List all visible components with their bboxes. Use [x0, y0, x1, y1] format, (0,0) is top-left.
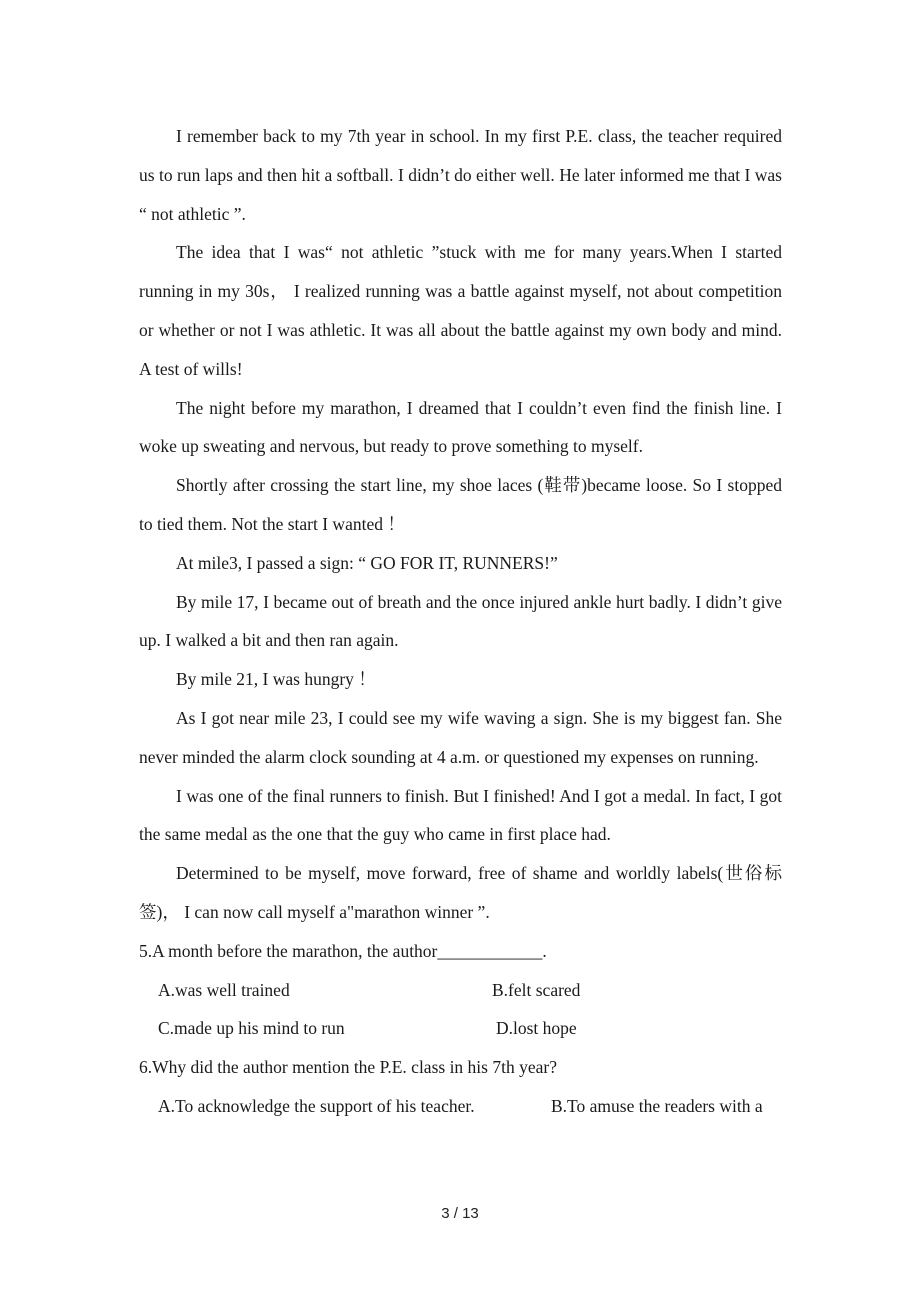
passage-paragraph: By mile 21, I was hungry ！	[176, 669, 376, 690]
question-5-options-row-1	[139, 971, 782, 1010]
passage-paragraph: As I got near mile 23, I could see my wife waving a sign. She is my biggest fan. She never minded the alarm clock sounding at 4 a.m. or questioned my expenses on running.	[139, 707, 782, 767]
passage-paragraph: By mile 17, I became out of breath and the once injured ankle hurt badly. I didn’t give up. I walked a bit and then ran again.	[139, 591, 782, 651]
question-5-options-row-2	[139, 1009, 782, 1048]
question-5-option-d: D.lost hope	[496, 1018, 577, 1039]
passage-paragraph: The night before my marathon, I dreamed that I couldn’t even find the finish line. I woke up sweating and nervous, but ready to prove something to myself.	[139, 397, 782, 457]
passage-paragraph: I remember back to my 7th year in school. In my first P.E. class, the teacher required us to run laps and then hit a softball. I didn’t do either well. He later informed me that I was “ not athletic ”.	[139, 126, 782, 224]
question-6-option-b: B.To amuse the readers with a	[551, 1095, 763, 1116]
passage-paragraph: At mile3, I passed a sign: “ GO FOR IT, RUNNERS!”	[176, 552, 558, 573]
question-6-options-row-1	[139, 1087, 782, 1126]
question-6-option-a: A.To acknowledge the support of his teacher.	[158, 1095, 475, 1116]
passage-paragraph: I was one of the final runners to finish. But I finished! And I got a medal. In fact, I got the same medal as the one that the guy who came in first place had.	[139, 785, 782, 845]
question-5-option-b: B.felt scared	[492, 979, 581, 1000]
question-6-stem: 6.Why did the author mention the P.E. class in his 7th year?	[139, 1057, 557, 1078]
question-5-option-c: C.made up his mind to run	[158, 1018, 345, 1039]
passage-paragraph: Shortly after crossing the start line, my shoe laces (鞋带)became loose. So I stopped to tied them. Not the start I wanted ！	[139, 475, 782, 534]
page-content	[139, 117, 782, 1126]
question-5-option-a: A.was well trained	[158, 979, 290, 1000]
passage-paragraph: Determined to be myself, move forward, free of shame and worldly labels(世俗标签)， I can now call myself a"marathon winner ”.	[139, 863, 782, 922]
question-5-stem: 5.A month before the marathon, the author____________.	[139, 940, 547, 961]
passage-paragraph: The idea that I was“ not athletic ”stuck with me for many years.When I started running in my 30s， I realized running was a battle against myself, not about competition or whether or not I was athletic. It was all about the battle against my own body and mind. A test of wills!	[139, 242, 782, 379]
page-number: 3 / 13	[441, 1205, 479, 1222]
